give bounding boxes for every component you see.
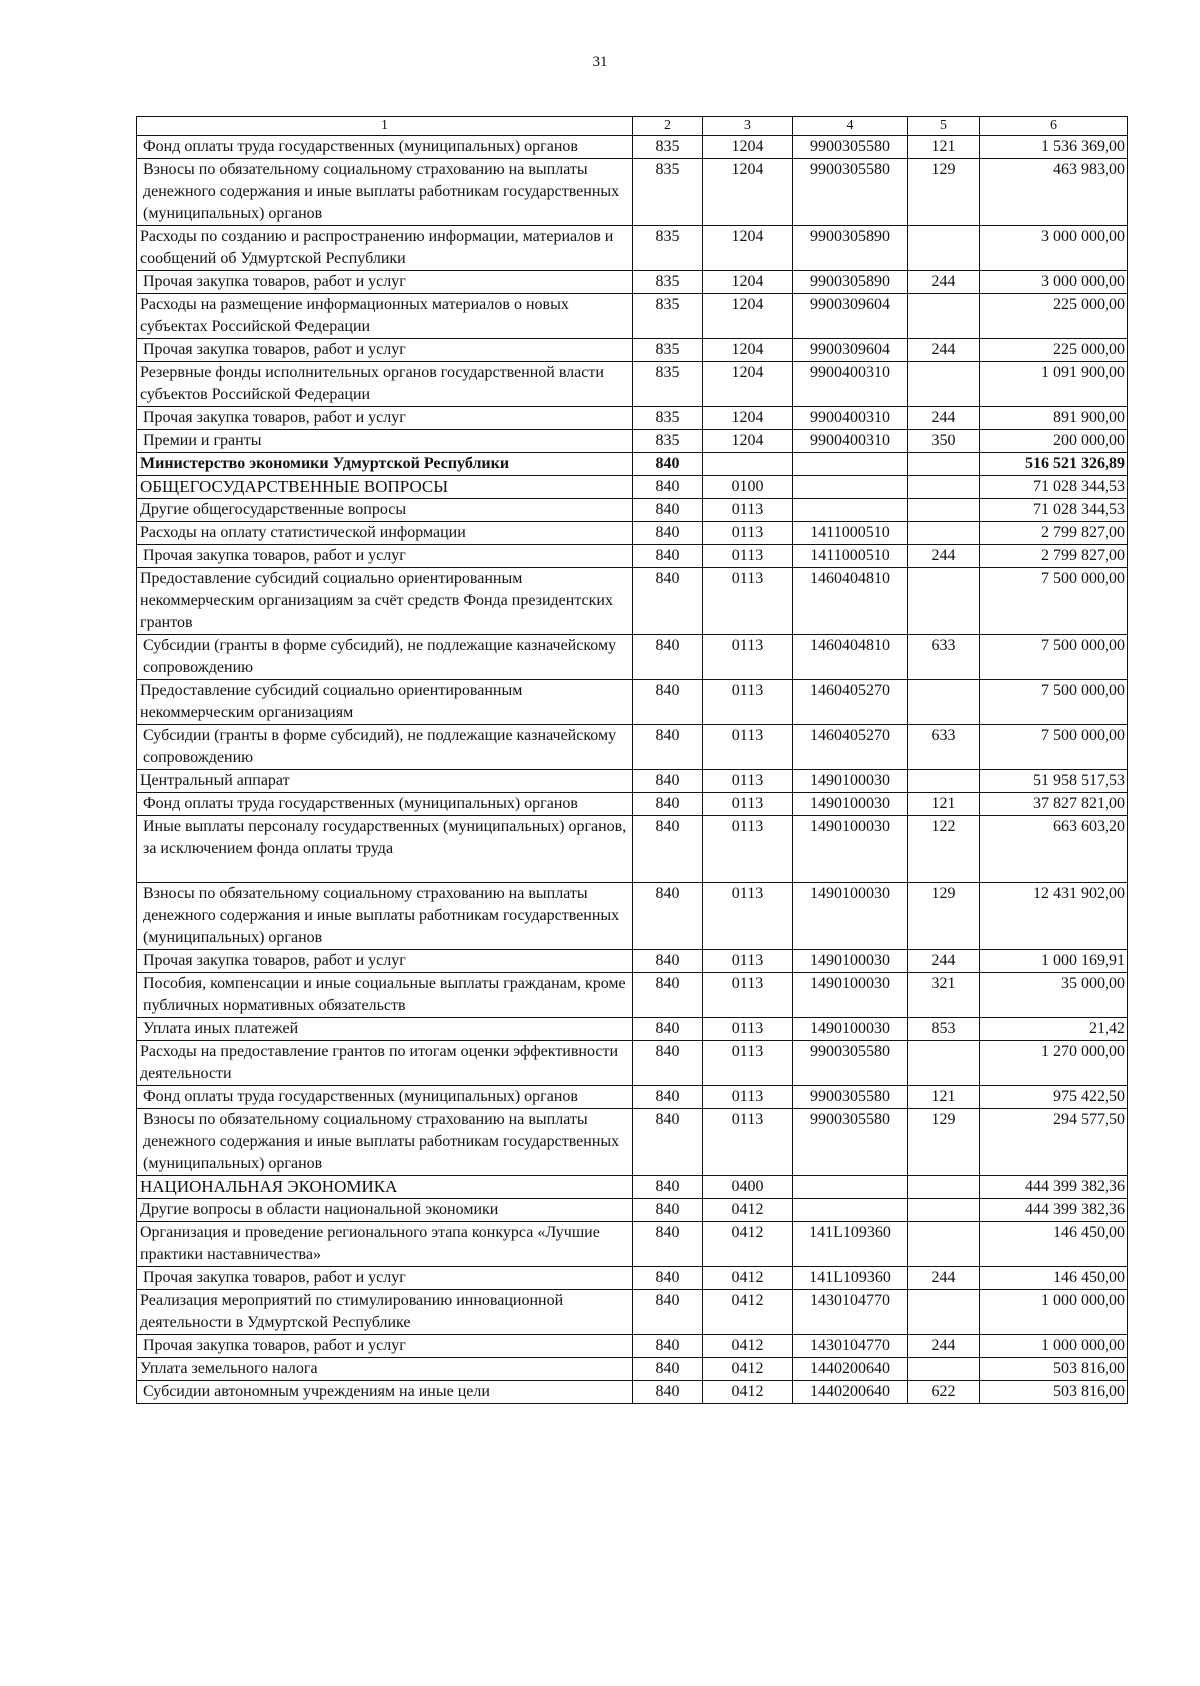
table-row xyxy=(137,793,1128,816)
row-col-5 xyxy=(908,226,980,271)
row-name: Прочая закупка товаров, работ и услуг xyxy=(137,545,633,568)
row-col-5: 350 xyxy=(908,430,980,453)
row-col-5 xyxy=(908,568,980,635)
column-header-4: 4 xyxy=(793,117,908,136)
row-col-5: 121 xyxy=(908,136,980,159)
row-col-4: 9900400310 xyxy=(793,407,908,430)
row-col-5 xyxy=(908,770,980,793)
row-col-2: 835 xyxy=(633,294,703,339)
row-col-4: 1490100030 xyxy=(793,950,908,973)
row-name: Фонд оплаты труда государственных (муниципальных) органов xyxy=(137,136,633,159)
row-col-3: 0113 xyxy=(703,1109,793,1176)
row-col-4: 1490100030 xyxy=(793,816,908,883)
table-row xyxy=(137,407,1128,430)
table-header-row xyxy=(137,117,1128,136)
row-col-2: 835 xyxy=(633,339,703,362)
row-name: Взносы по обязательному социальному страхованию на выплаты денежного содержания и иные выплаты работникам государственных (муниципальных) органов xyxy=(137,159,633,226)
row-name: Взносы по обязательному социальному страхованию на выплаты денежного содержания и иные выплаты работникам государственных (муниципальных) органов xyxy=(137,1109,633,1176)
row-name: Пособия, компенсации и иные социальные выплаты гражданам, кроме публичных нормативных обязательств xyxy=(137,973,633,1018)
table-row xyxy=(137,453,1128,476)
row-col-3: 1204 xyxy=(703,136,793,159)
row-col-2: 840 xyxy=(633,1176,703,1199)
row-col-4: 1411000510 xyxy=(793,545,908,568)
row-name: Прочая закупка товаров, работ и услуг xyxy=(137,407,633,430)
row-col-5: 121 xyxy=(908,1086,980,1109)
row-col-6: 71 028 344,53 xyxy=(980,476,1128,499)
row-col-5 xyxy=(908,1199,980,1222)
row-name: Расходы на оплату статистической информации xyxy=(137,522,633,545)
row-name: Реализация мероприятий по стимулированию инновационной деятельности в Удмуртской Республике xyxy=(137,1290,633,1335)
table-row xyxy=(137,271,1128,294)
row-col-2: 840 xyxy=(633,973,703,1018)
row-col-6: 3 000 000,00 xyxy=(980,271,1128,294)
row-col-2: 840 xyxy=(633,950,703,973)
row-col-2: 840 xyxy=(633,568,703,635)
table-row xyxy=(137,362,1128,407)
row-col-6: 21,42 xyxy=(980,1018,1128,1041)
row-col-2: 835 xyxy=(633,430,703,453)
row-name: Прочая закупка товаров, работ и услуг xyxy=(137,1267,633,1290)
row-col-5: 129 xyxy=(908,883,980,950)
row-col-2: 840 xyxy=(633,1358,703,1381)
row-col-4: 9900305580 xyxy=(793,1041,908,1086)
row-col-6: 7 500 000,00 xyxy=(980,680,1128,725)
row-col-3: 0113 xyxy=(703,793,793,816)
row-col-3: 0412 xyxy=(703,1267,793,1290)
row-name: Другие общегосударственные вопросы xyxy=(137,499,633,522)
column-header-2: 2 xyxy=(633,117,703,136)
row-col-2: 840 xyxy=(633,545,703,568)
row-col-5: 122 xyxy=(908,816,980,883)
row-col-3: 0113 xyxy=(703,499,793,522)
row-col-2: 840 xyxy=(633,635,703,680)
row-col-2: 840 xyxy=(633,680,703,725)
table-row xyxy=(137,973,1128,1018)
row-col-6: 146 450,00 xyxy=(980,1267,1128,1290)
table-row xyxy=(137,499,1128,522)
row-name: Иные выплаты персоналу государственных (муниципальных) органов, за исключением фонда оплаты труда xyxy=(137,816,633,883)
row-col-6: 1 000 169,91 xyxy=(980,950,1128,973)
row-col-2: 840 xyxy=(633,770,703,793)
row-col-4: 9900305890 xyxy=(793,226,908,271)
row-col-6: 503 816,00 xyxy=(980,1381,1128,1404)
row-name: Прочая закупка товаров, работ и услуг xyxy=(137,339,633,362)
row-name: Фонд оплаты труда государственных (муниципальных) органов xyxy=(137,1086,633,1109)
row-col-2: 840 xyxy=(633,725,703,770)
row-name: Расходы на размещение информационных материалов о новых субъектах Российской Федерации xyxy=(137,294,633,339)
row-name: Уплата земельного налога xyxy=(137,1358,633,1381)
row-col-4: 9900400310 xyxy=(793,362,908,407)
row-col-3: 0113 xyxy=(703,950,793,973)
row-col-4: 1460404810 xyxy=(793,635,908,680)
row-col-2: 840 xyxy=(633,522,703,545)
row-col-4 xyxy=(793,1199,908,1222)
row-name: НАЦИОНАЛЬНАЯ ЭКОНОМИКА xyxy=(137,1176,633,1199)
row-col-5 xyxy=(908,453,980,476)
row-name: ОБЩЕГОСУДАРСТВЕННЫЕ ВОПРОСЫ xyxy=(137,476,633,499)
row-col-4 xyxy=(793,453,908,476)
row-col-5 xyxy=(908,499,980,522)
row-col-6: 1 000 000,00 xyxy=(980,1335,1128,1358)
row-col-6: 35 000,00 xyxy=(980,973,1128,1018)
row-col-6: 7 500 000,00 xyxy=(980,725,1128,770)
row-col-3 xyxy=(703,453,793,476)
row-col-4: 1490100030 xyxy=(793,883,908,950)
row-col-2: 840 xyxy=(633,1267,703,1290)
row-col-2: 835 xyxy=(633,407,703,430)
row-col-2: 840 xyxy=(633,883,703,950)
row-name: Взносы по обязательному социальному страхованию на выплаты денежного содержания и иные выплаты работникам государственных (муниципальных) органов xyxy=(137,883,633,950)
table-row xyxy=(137,476,1128,499)
row-col-2: 840 xyxy=(633,1109,703,1176)
row-col-2: 835 xyxy=(633,159,703,226)
row-col-4: 1490100030 xyxy=(793,770,908,793)
row-col-3: 0412 xyxy=(703,1335,793,1358)
column-header-6: 6 xyxy=(980,117,1128,136)
row-name: Субсидии автономным учреждениям на иные цели xyxy=(137,1381,633,1404)
row-col-4: 141L109360 xyxy=(793,1267,908,1290)
row-col-4: 1460405270 xyxy=(793,725,908,770)
row-col-5 xyxy=(908,680,980,725)
column-header-3: 3 xyxy=(703,117,793,136)
table-row xyxy=(137,1222,1128,1267)
column-header-1: 1 xyxy=(137,117,633,136)
row-name: Организация и проведение регионального этапа конкурса «Лучшие практики наставничества» xyxy=(137,1222,633,1267)
row-col-2: 840 xyxy=(633,1381,703,1404)
row-col-6: 225 000,00 xyxy=(980,339,1128,362)
row-col-3: 0113 xyxy=(703,1018,793,1041)
row-col-5 xyxy=(908,294,980,339)
row-col-4 xyxy=(793,499,908,522)
table-row xyxy=(137,635,1128,680)
table-row xyxy=(137,339,1128,362)
row-col-2: 840 xyxy=(633,1335,703,1358)
row-name: Прочая закупка товаров, работ и услуг xyxy=(137,950,633,973)
row-col-2: 835 xyxy=(633,362,703,407)
row-col-6: 51 958 517,53 xyxy=(980,770,1128,793)
row-col-4: 9900309604 xyxy=(793,294,908,339)
row-col-5: 633 xyxy=(908,635,980,680)
row-name: Резервные фонды исполнительных органов государственной власти субъектов Российской Федерации xyxy=(137,362,633,407)
table-row xyxy=(137,1176,1128,1199)
table-row xyxy=(137,1358,1128,1381)
row-col-2: 840 xyxy=(633,793,703,816)
table-row xyxy=(137,226,1128,271)
row-col-4: 1460404810 xyxy=(793,568,908,635)
table-row xyxy=(137,136,1128,159)
row-col-6: 12 431 902,00 xyxy=(980,883,1128,950)
row-col-6: 463 983,00 xyxy=(980,159,1128,226)
table-row xyxy=(137,770,1128,793)
table-row xyxy=(137,1199,1128,1222)
row-col-4: 9900305580 xyxy=(793,159,908,226)
row-col-4: 9900305890 xyxy=(793,271,908,294)
row-col-3: 0412 xyxy=(703,1381,793,1404)
row-col-4: 1440200640 xyxy=(793,1358,908,1381)
row-name: Министерство экономики Удмуртской Республики xyxy=(137,453,633,476)
row-col-6: 1 000 000,00 xyxy=(980,1290,1128,1335)
table-row xyxy=(137,159,1128,226)
row-col-5 xyxy=(908,1041,980,1086)
row-col-4: 9900305580 xyxy=(793,1086,908,1109)
row-col-3: 0113 xyxy=(703,816,793,883)
row-col-5: 853 xyxy=(908,1018,980,1041)
row-name: Другие вопросы в области национальной экономики xyxy=(137,1199,633,1222)
row-name: Фонд оплаты труда государственных (муниципальных) органов xyxy=(137,793,633,816)
row-col-3: 0113 xyxy=(703,522,793,545)
page-number: 31 xyxy=(592,54,608,70)
row-col-4: 1430104770 xyxy=(793,1290,908,1335)
row-col-3: 1204 xyxy=(703,159,793,226)
row-col-2: 840 xyxy=(633,1222,703,1267)
row-name: Субсидии (гранты в форме субсидий), не подлежащие казначейскому сопровождению xyxy=(137,635,633,680)
row-col-4: 1490100030 xyxy=(793,1018,908,1041)
row-col-4: 9900305580 xyxy=(793,1109,908,1176)
row-col-5: 244 xyxy=(908,950,980,973)
row-col-6: 3 000 000,00 xyxy=(980,226,1128,271)
row-name: Субсидии (гранты в форме субсидий), не подлежащие казначейскому сопровождению xyxy=(137,725,633,770)
row-col-6: 444 399 382,36 xyxy=(980,1199,1128,1222)
row-col-6: 663 603,20 xyxy=(980,816,1128,883)
table-row xyxy=(137,1335,1128,1358)
row-col-3: 0113 xyxy=(703,635,793,680)
row-col-3: 1204 xyxy=(703,362,793,407)
row-col-6: 2 799 827,00 xyxy=(980,545,1128,568)
row-name: Расходы по созданию и распространению информации, материалов и сообщений об Удмуртской Республики xyxy=(137,226,633,271)
row-col-4: 9900305580 xyxy=(793,136,908,159)
row-name: Центральный аппарат xyxy=(137,770,633,793)
row-name: Предоставление субсидий социально ориентированным некоммерческим организациям xyxy=(137,680,633,725)
row-col-6: 516 521 326,89 xyxy=(980,453,1128,476)
row-col-2: 840 xyxy=(633,476,703,499)
table-row xyxy=(137,816,1128,883)
row-col-4: 1460405270 xyxy=(793,680,908,725)
row-name: Расходы на предоставление грантов по итогам оценки эффективности деятельности xyxy=(137,1041,633,1086)
row-col-3: 0113 xyxy=(703,1086,793,1109)
row-col-6: 1 536 369,00 xyxy=(980,136,1128,159)
row-col-3: 1204 xyxy=(703,407,793,430)
table-row xyxy=(137,522,1128,545)
row-col-6: 37 827 821,00 xyxy=(980,793,1128,816)
row-col-4: 1440200640 xyxy=(793,1381,908,1404)
row-col-6: 503 816,00 xyxy=(980,1358,1128,1381)
row-col-6: 1 270 000,00 xyxy=(980,1041,1128,1086)
row-col-3: 0412 xyxy=(703,1358,793,1381)
row-col-5 xyxy=(908,1222,980,1267)
row-col-5: 244 xyxy=(908,407,980,430)
row-col-5: 244 xyxy=(908,1267,980,1290)
row-col-5: 244 xyxy=(908,1335,980,1358)
row-col-6: 1 091 900,00 xyxy=(980,362,1128,407)
row-col-3: 1204 xyxy=(703,271,793,294)
row-name: Уплата иных платежей xyxy=(137,1018,633,1041)
row-col-3: 0113 xyxy=(703,883,793,950)
row-col-5: 244 xyxy=(908,271,980,294)
table-row xyxy=(137,1290,1128,1335)
row-col-6: 225 000,00 xyxy=(980,294,1128,339)
row-col-2: 840 xyxy=(633,1290,703,1335)
row-col-4 xyxy=(793,1176,908,1199)
row-col-2: 835 xyxy=(633,136,703,159)
row-col-2: 840 xyxy=(633,1041,703,1086)
table-row xyxy=(137,1267,1128,1290)
table-row xyxy=(137,1109,1128,1176)
row-col-5 xyxy=(908,476,980,499)
row-col-6: 7 500 000,00 xyxy=(980,568,1128,635)
row-name: Прочая закупка товаров, работ и услуг xyxy=(137,271,633,294)
row-col-2: 840 xyxy=(633,1018,703,1041)
row-col-3: 0113 xyxy=(703,545,793,568)
row-col-4: 1490100030 xyxy=(793,973,908,1018)
row-col-3: 0412 xyxy=(703,1290,793,1335)
table-row xyxy=(137,680,1128,725)
row-col-2: 840 xyxy=(633,816,703,883)
row-col-3: 1204 xyxy=(703,294,793,339)
row-col-4: 9900400310 xyxy=(793,430,908,453)
row-col-3: 0400 xyxy=(703,1176,793,1199)
row-col-3: 0113 xyxy=(703,680,793,725)
row-name: Премии и гранты xyxy=(137,430,633,453)
row-col-2: 840 xyxy=(633,453,703,476)
row-col-2: 840 xyxy=(633,1086,703,1109)
row-col-4: 1430104770 xyxy=(793,1335,908,1358)
row-col-4: 141L109360 xyxy=(793,1222,908,1267)
row-col-4: 1411000510 xyxy=(793,522,908,545)
table-row xyxy=(137,294,1128,339)
row-col-5: 321 xyxy=(908,973,980,1018)
column-header-5: 5 xyxy=(908,117,980,136)
row-col-3: 0113 xyxy=(703,725,793,770)
table-row xyxy=(137,545,1128,568)
row-col-5 xyxy=(908,1290,980,1335)
table-row xyxy=(137,568,1128,635)
row-col-5: 244 xyxy=(908,545,980,568)
row-col-6: 146 450,00 xyxy=(980,1222,1128,1267)
row-col-4: 1490100030 xyxy=(793,793,908,816)
row-col-4 xyxy=(793,476,908,499)
row-col-5 xyxy=(908,1176,980,1199)
row-col-3: 0412 xyxy=(703,1222,793,1267)
row-col-5 xyxy=(908,1358,980,1381)
row-col-3: 0113 xyxy=(703,568,793,635)
row-col-5 xyxy=(908,362,980,407)
row-col-4: 9900309604 xyxy=(793,339,908,362)
budget-table xyxy=(136,116,1128,1404)
row-col-3: 0412 xyxy=(703,1199,793,1222)
row-col-3: 0113 xyxy=(703,770,793,793)
table-row xyxy=(137,1381,1128,1404)
row-col-2: 835 xyxy=(633,271,703,294)
row-col-6: 7 500 000,00 xyxy=(980,635,1128,680)
row-col-2: 840 xyxy=(633,499,703,522)
row-col-6: 975 422,50 xyxy=(980,1086,1128,1109)
row-col-3: 1204 xyxy=(703,430,793,453)
row-col-3: 0113 xyxy=(703,973,793,1018)
row-col-5: 129 xyxy=(908,1109,980,1176)
row-col-3: 0113 xyxy=(703,1041,793,1086)
row-col-6: 2 799 827,00 xyxy=(980,522,1128,545)
row-col-6: 200 000,00 xyxy=(980,430,1128,453)
row-col-5: 121 xyxy=(908,793,980,816)
row-col-5: 129 xyxy=(908,159,980,226)
row-col-6: 444 399 382,36 xyxy=(980,1176,1128,1199)
row-col-3: 1204 xyxy=(703,339,793,362)
table-row xyxy=(137,950,1128,973)
row-col-5: 622 xyxy=(908,1381,980,1404)
row-col-5: 244 xyxy=(908,339,980,362)
row-col-6: 891 900,00 xyxy=(980,407,1128,430)
row-col-6: 71 028 344,53 xyxy=(980,499,1128,522)
row-name: Прочая закупка товаров, работ и услуг xyxy=(137,1335,633,1358)
row-name: Предоставление субсидий социально ориентированным некоммерческим организациям за счёт средств Фонда президентских грантов xyxy=(137,568,633,635)
row-col-6: 294 577,50 xyxy=(980,1109,1128,1176)
row-col-2: 835 xyxy=(633,226,703,271)
table-row xyxy=(137,1041,1128,1086)
table-row xyxy=(137,1086,1128,1109)
table-body xyxy=(137,136,1128,1404)
table-row xyxy=(137,430,1128,453)
row-col-3: 0100 xyxy=(703,476,793,499)
table-row xyxy=(137,883,1128,950)
table-row xyxy=(137,1018,1128,1041)
row-col-5: 633 xyxy=(908,725,980,770)
row-col-3: 1204 xyxy=(703,226,793,271)
row-col-5 xyxy=(908,522,980,545)
table-row xyxy=(137,725,1128,770)
row-col-2: 840 xyxy=(633,1199,703,1222)
